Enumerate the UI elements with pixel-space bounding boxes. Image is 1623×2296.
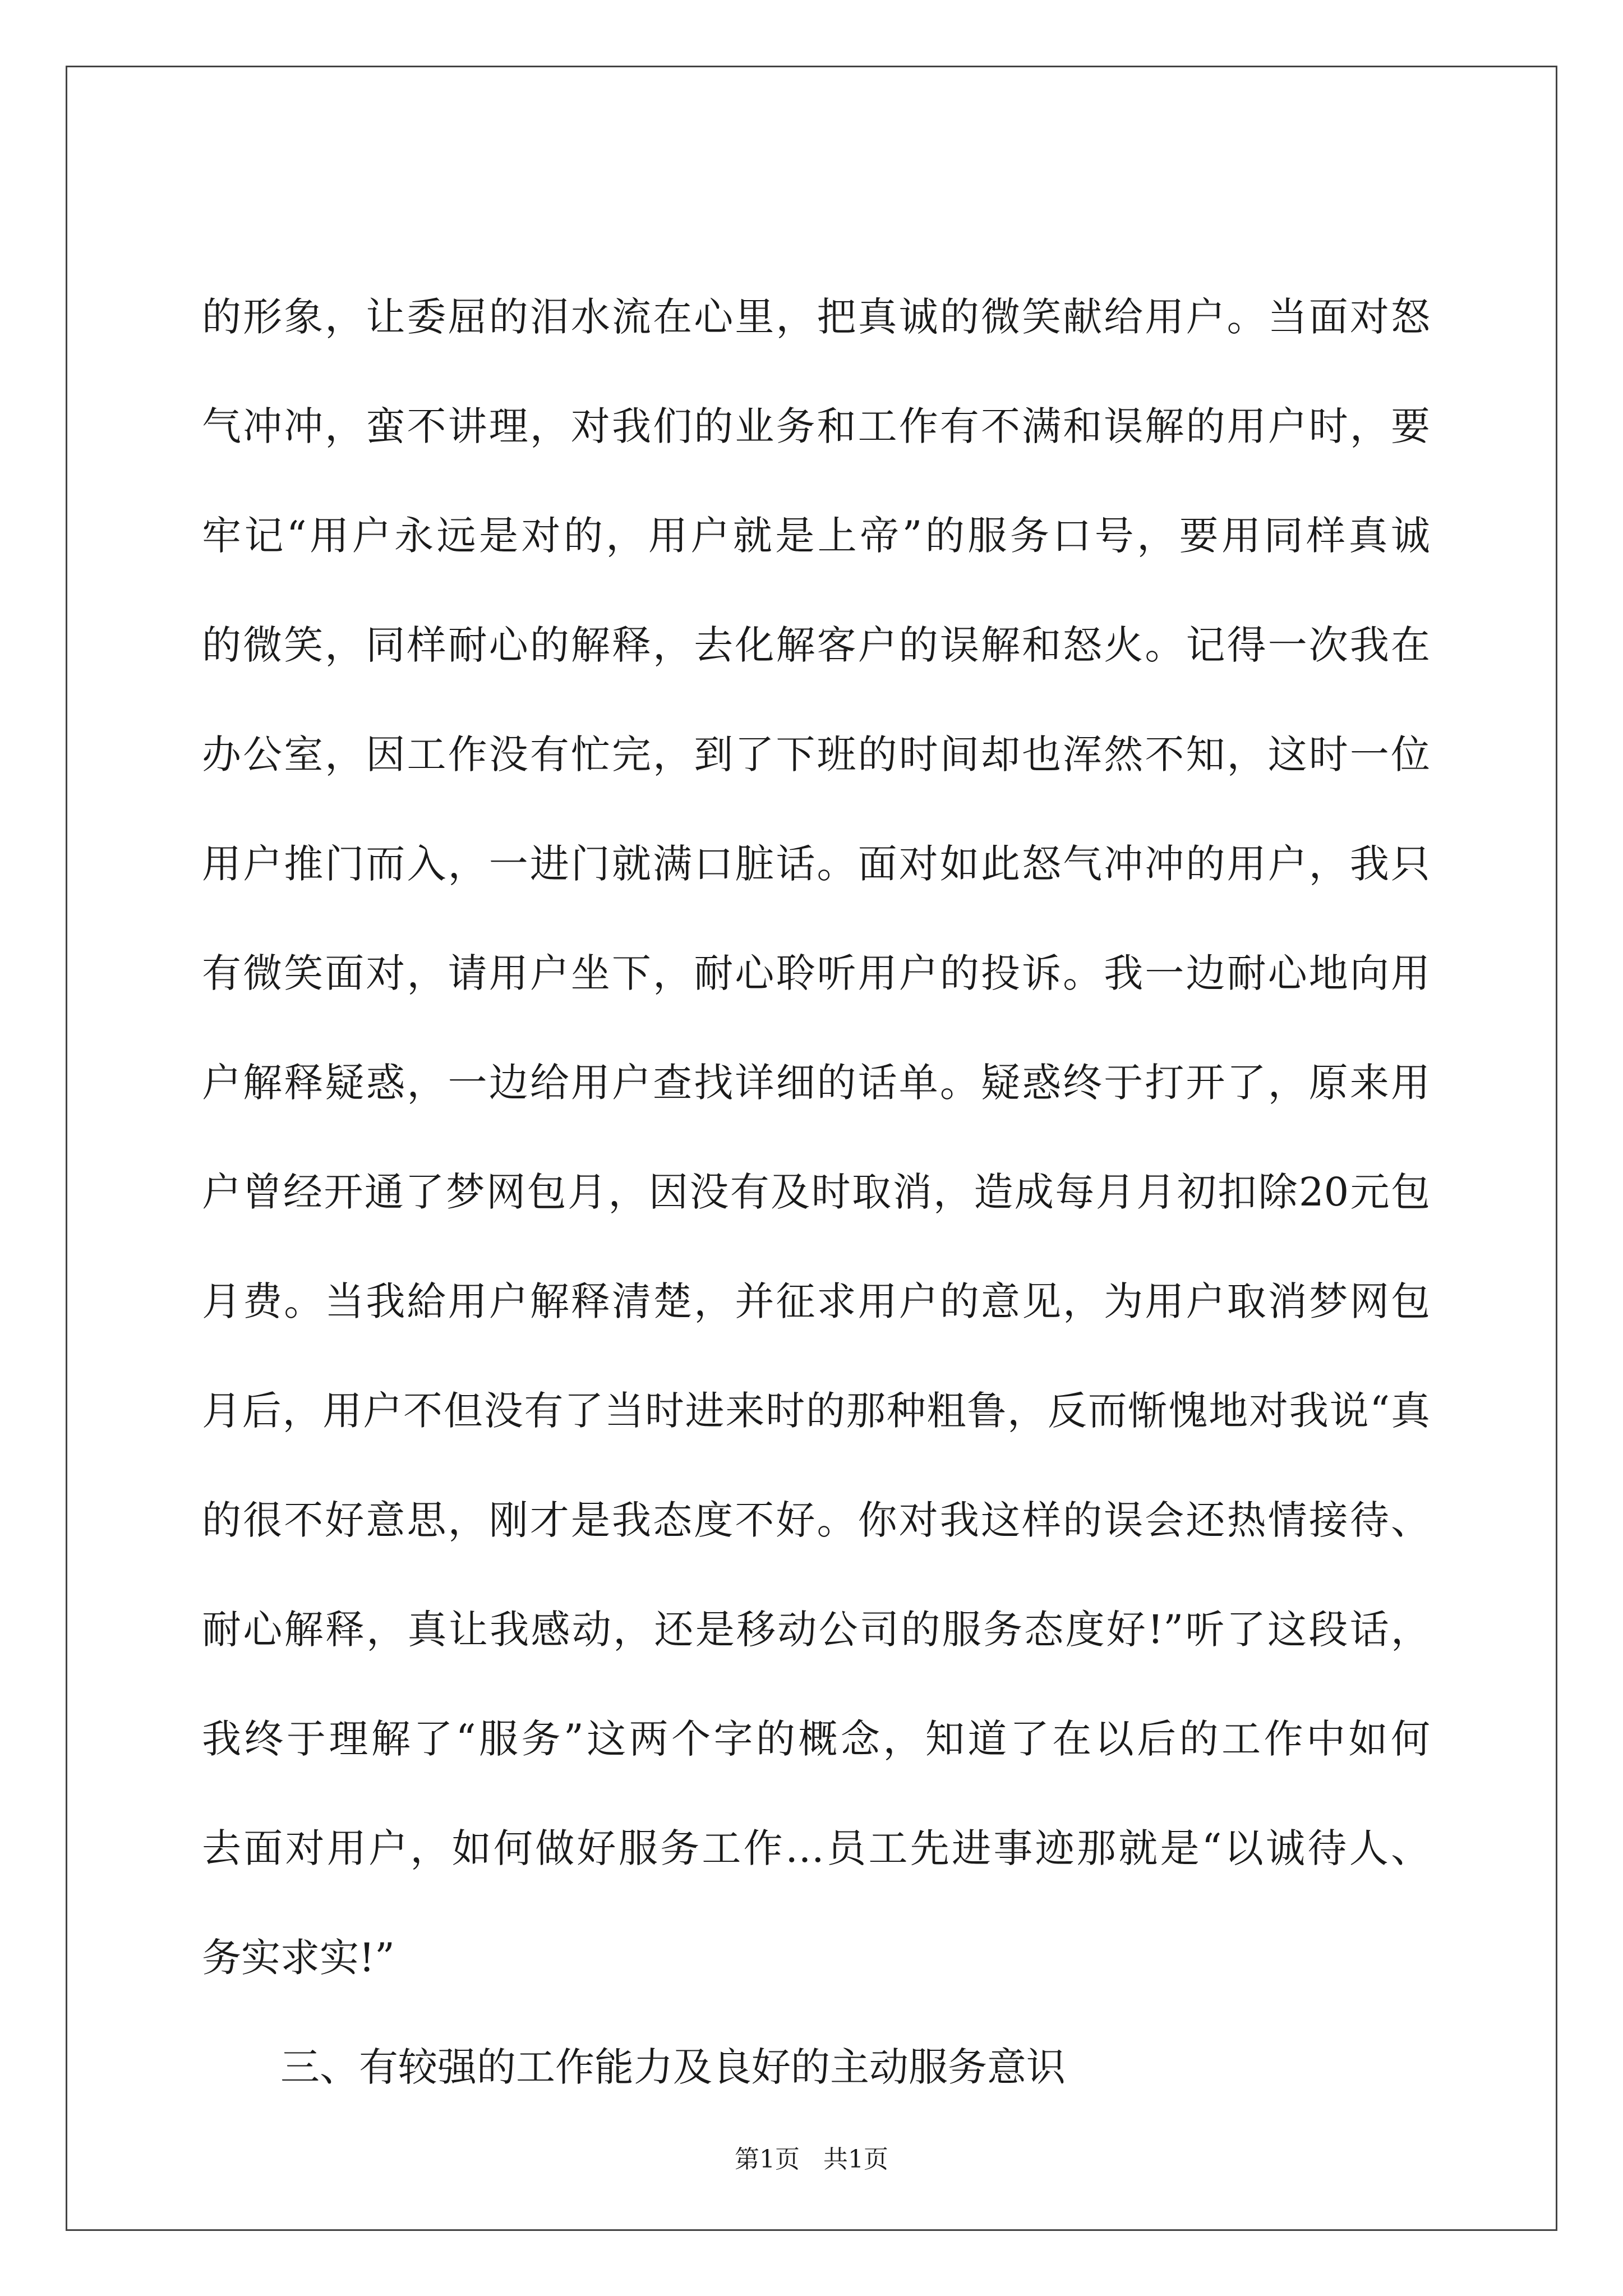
page-number: 第1页 — [735, 2145, 800, 2174]
section-heading: 三、有较强的工作能力及良好的主动服务意识 — [280, 2044, 1066, 2090]
text-line: 户曾经开通了梦网包月，因没有及时取消，造成每月月初扣除20元包 — [202, 1169, 1430, 1215]
text-line: 用户推门而入，一进门就满口脏话。面对如此怒气冲冲的用户，我只 — [202, 841, 1430, 887]
page-frame — [66, 66, 1557, 2231]
text-line: 办公室，因工作没有忙完，到了下班的时间却也浑然不知，这时一位 — [202, 731, 1430, 777]
text-line: 的形象，让委屈的泪水流在心里，把真诚的微笑献给用户。当面对怒 — [202, 294, 1430, 340]
text-line: 气冲冲，蛮不讲理，对我们的业务和工作有不满和误解的用户时，要 — [202, 403, 1430, 449]
text-line: 务实求实!” — [202, 1935, 395, 1981]
page-total: 共1页 — [823, 2145, 888, 2174]
text-line: 耐心解释，真让我感动，还是移动公司的服务态度好!”听了这段话， — [202, 1607, 1430, 1653]
page-footer — [67, 2143, 1556, 2177]
text-line: 户解释疑惑，一边给用户查找详细的话单。疑惑终于打开了，原来用 — [202, 1060, 1430, 1106]
text-line: 月后，用户不但没有了当时进来时的那种粗鲁，反而惭愧地对我说“真 — [202, 1388, 1430, 1434]
text-line: 的很不好意思，刚才是我态度不好。你对我这样的误会还热情接待、 — [202, 1497, 1430, 1543]
text-line: 有微笑面对，请用户坐下，耐心聆听用户的投诉。我一边耐心地向用 — [202, 950, 1430, 996]
text-line: 去面对用户，如何做好服务工作…员工先进事迹那就是“以诚待人、 — [202, 1825, 1430, 1871]
text-line: 月费。当我給用户解释清楚，并征求用户的意见，为用户取消梦网包 — [202, 1278, 1430, 1324]
text-line: 的微笑，同样耐心的解释，去化解客户的误解和怒火。记得一次我在 — [202, 622, 1430, 668]
text-line: 牢记“用户永远是对的，用户就是上帝”的服务口号，要用同样真诚 — [202, 513, 1430, 559]
text-line: 我终于理解了“服务”这两个字的概念，知道了在以后的工作中如何 — [202, 1716, 1430, 1762]
body-text — [67, 67, 1556, 2229]
